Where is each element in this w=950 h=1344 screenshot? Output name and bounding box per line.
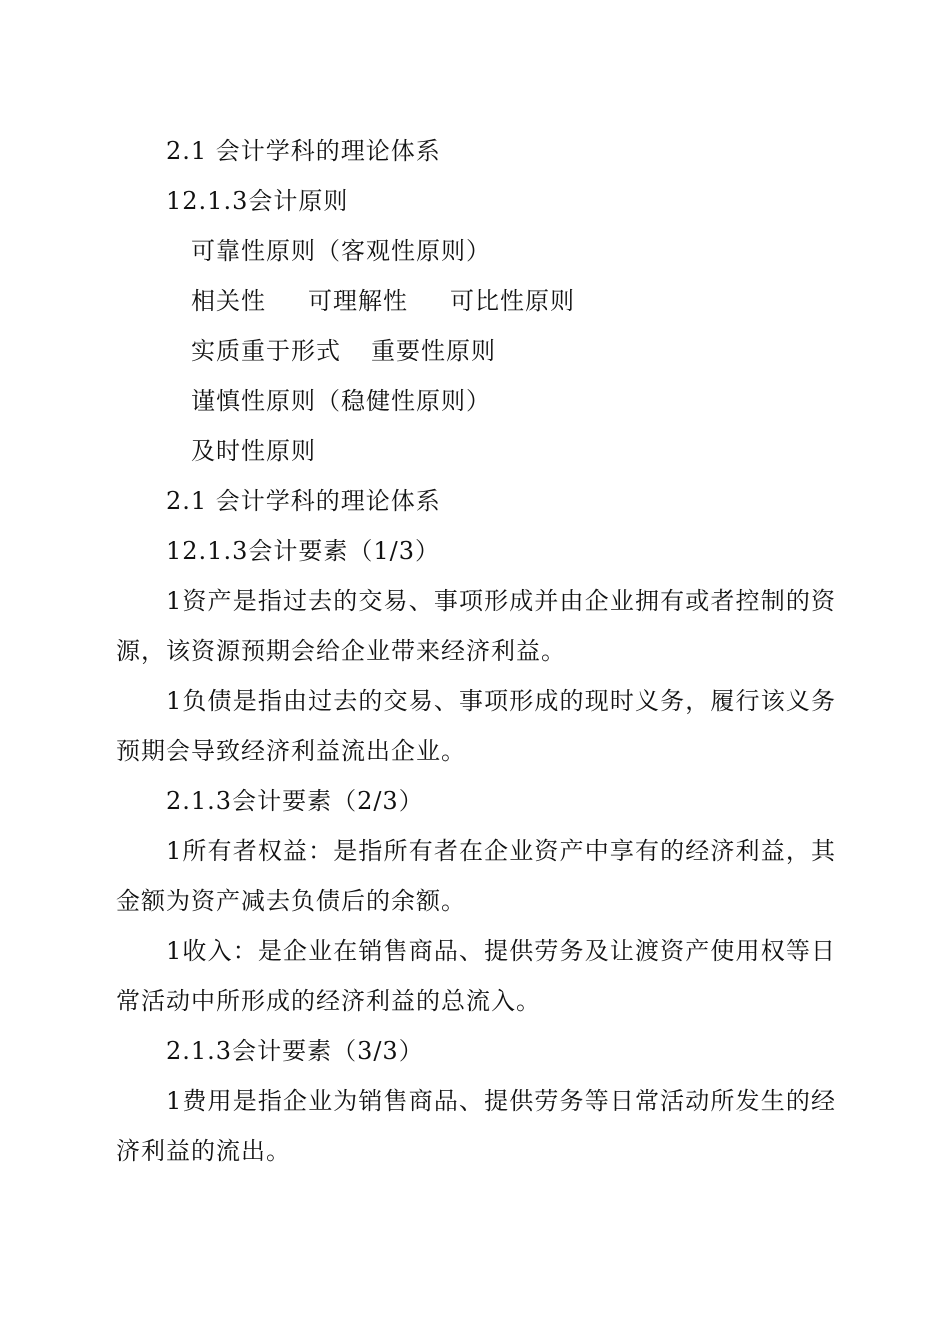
liability-definition-line-1: 1负债是指由过去的交易、事项形成的现时义务，履行该义务 (166, 687, 836, 715)
principles-row-2 (191, 284, 575, 318)
revenue-definition-line-1: 1收入：是企业在销售商品、提供劳务及让渡资产使用权等日 (166, 937, 836, 965)
principle-relevance: 相关性 (191, 287, 266, 315)
elements-title-3: 2.1.3会计要素（3/3） (166, 1037, 424, 1065)
expense-definition-line-1: 1费用是指企业为销售商品、提供劳务等日常活动所发生的经 (166, 1087, 836, 1115)
principle-substance-over-form: 实质重于形式 (191, 337, 341, 365)
principle-materiality: 重要性原则 (371, 337, 496, 365)
elements-title-1: 12.1.3会计要素（1/3） (166, 537, 440, 565)
revenue-definition-line-2: 常活动中所形成的经济利益的总流入。 (116, 987, 541, 1015)
equity-definition-line-1: 1所有者权益：是指所有者在企业资产中享有的经济利益，其 (166, 837, 836, 865)
principle-prudence: 谨慎性原则（稳健性原则） (191, 387, 491, 415)
principle-understandability: 可理解性 (308, 287, 408, 315)
principles-row-3 (191, 334, 496, 368)
principle-timeliness: 及时性原则 (191, 437, 316, 465)
elements-title-2: 2.1.3会计要素（2/3） (166, 787, 424, 815)
principle-comparability: 可比性原则 (450, 287, 575, 315)
principle-reliability: 可靠性原则（客观性原则） (191, 237, 491, 265)
liability-definition-line-2: 预期会导致经济利益流出企业。 (116, 737, 466, 765)
asset-definition-line-2: 源，该资源预期会给企业带来经济利益。 (116, 637, 566, 665)
expense-definition-line-2: 济利益的流出。 (116, 1137, 291, 1165)
subsection-heading-principles: 12.1.3会计原则 (166, 187, 349, 215)
section-heading: 2.1 会计学科的理论体系 (166, 137, 441, 165)
asset-definition-line-1: 1资产是指过去的交易、事项形成并由企业拥有或者控制的资 (166, 587, 836, 615)
equity-definition-line-2: 金额为资产减去负债后的余额。 (116, 887, 466, 915)
section-heading-repeat: 2.1 会计学科的理论体系 (166, 487, 441, 515)
